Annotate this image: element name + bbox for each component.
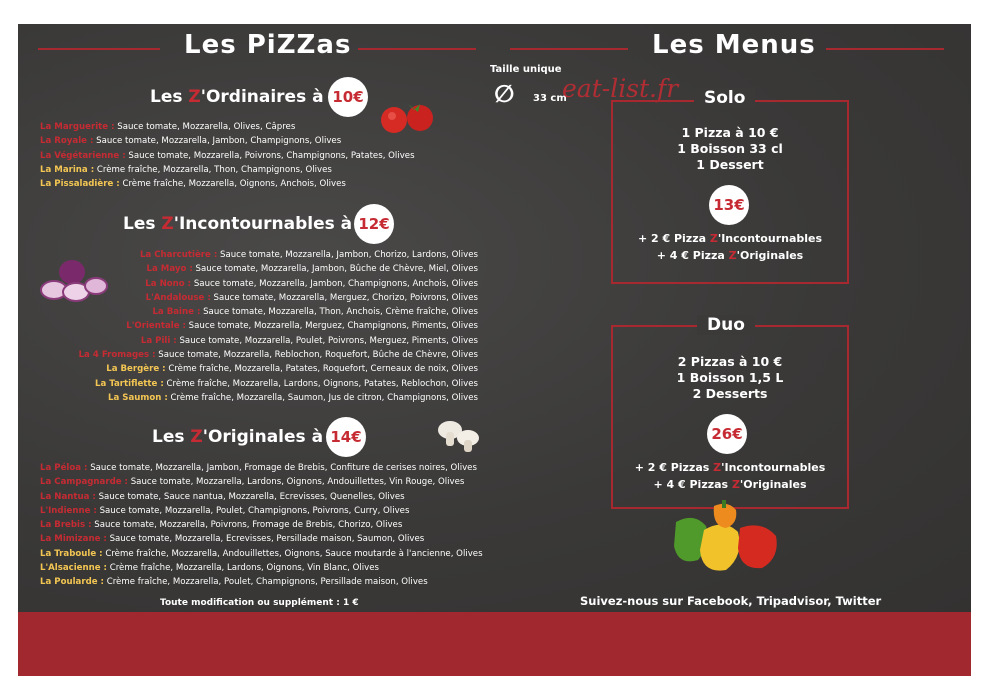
pizza-ingredients: Crème fraîche, Mozzarella, Andouillettes, Oignons, Sauce moutarde à l'ancienne, Olives bbox=[102, 548, 483, 559]
pizza-name: La Mayo : bbox=[146, 264, 193, 275]
pizza-name: La Marguerite : bbox=[40, 122, 115, 132]
menus-rule-right bbox=[826, 48, 944, 50]
pizza-name: La Nono : bbox=[145, 278, 192, 289]
pizza-name: La Poularde : bbox=[40, 577, 104, 588]
pizza-ingredients: Crème fraîche, Mozzarella, Saumon, Jus de citron, Champignons, Olives bbox=[167, 392, 478, 403]
solo-title: Solo bbox=[694, 88, 755, 108]
pizza-ingredients: Crème fraîche, Mozzarella, Thon, Champignons, Olives bbox=[94, 164, 332, 175]
social-follow-text: Suivez-nous sur Facebook, Tripadvisor, Twitter bbox=[580, 594, 882, 608]
menu-item bbox=[40, 319, 478, 333]
pizza-ingredients: Sauce tomate, Mozzarella, Jambon, Champignons, Olives bbox=[93, 136, 342, 147]
menus-rule-left bbox=[510, 48, 628, 50]
pizza-ingredients: Sauce tomate, Mozzarella, Jambon, Fromage de Brebis, Confiture de cerises noires, Olives bbox=[87, 463, 477, 473]
pizza-ingredients: Sauce tomate, Sauce nantua, Mozzarella, Ecrevisses, Quenelles, Olives bbox=[95, 491, 405, 502]
duo-line: 1 Boisson 1,5 L bbox=[676, 370, 784, 385]
pizza-ingredients: Crème fraîche, Mozzarella, Lardons, Oignons, Vin Blanc, Olives bbox=[106, 563, 380, 574]
pizza-ingredients: Crème fraîche, Mozzarella, Patates, Roquefort, Cerneaux de noix, Olives bbox=[165, 364, 478, 375]
pizza-ingredients: Sauce tomate, Mozzarella, Poivrons, Champignons, Patates, Olives bbox=[125, 150, 415, 161]
pizza-name: La Traboule : bbox=[40, 548, 103, 559]
duo-price-badge: 26€ bbox=[707, 414, 747, 454]
solo-contents bbox=[611, 125, 849, 173]
pizza-name: L'Alsacienne : bbox=[40, 563, 107, 574]
menu-item bbox=[40, 475, 483, 489]
pizza-ingredients: Sauce tomate, Mozzarella, Poulet, Champignons, Poivrons, Curry, Olives bbox=[96, 505, 410, 516]
menu-item bbox=[40, 547, 483, 561]
pizza-ingredients: Crème fraîche, Mozzarella, Oignons, Anchois, Olives bbox=[119, 179, 346, 190]
pizza-name: La Campagnarde : bbox=[40, 477, 128, 488]
menus-title: Les Menus bbox=[652, 30, 816, 60]
menu-item bbox=[40, 575, 483, 589]
pizza-ingredients: Sauce tomate, Mozzarella, Lardons, Oignons, Andouillettes, Vin Rouge, Olives bbox=[128, 477, 465, 488]
originales-price-badge: 14€ bbox=[326, 417, 366, 457]
menu-item bbox=[40, 518, 483, 532]
solo-extra: + 4 € Pizza Z'Originales bbox=[656, 249, 804, 262]
incontournables-header: Les Z'Incontournables à bbox=[123, 214, 353, 234]
originales-list bbox=[40, 461, 483, 590]
duo-extras bbox=[611, 459, 849, 493]
menu-item bbox=[40, 504, 483, 518]
duo-extra: + 2 € Pizzas Z'Incontournables bbox=[634, 461, 826, 474]
menu-item bbox=[40, 377, 478, 391]
pizza-name: La Charcutière : bbox=[139, 250, 218, 260]
size-label: Taille unique bbox=[490, 64, 562, 75]
pizza-ingredients: Crème fraîche, Mozzarella, Lardons, Oignons, Patates, Reblochon, Olives bbox=[163, 378, 478, 389]
pizza-ingredients: Sauce tomate, Mozzarella, Thon, Anchois, Crème fraîche, Olives bbox=[200, 307, 478, 318]
pizza-name: La Marina : bbox=[40, 164, 95, 175]
ordinaires-header: Les Z'Ordinaires à bbox=[150, 87, 324, 107]
menu-item bbox=[40, 461, 483, 475]
originales-header: Les Z'Originales à bbox=[152, 427, 324, 447]
pizza-name: La Tartiflette : bbox=[94, 378, 164, 389]
pizza-name: La Végétarienne : bbox=[40, 150, 126, 161]
diameter-icon: ∅ bbox=[494, 80, 515, 108]
ordinaires-price-badge: 10€ bbox=[328, 77, 368, 117]
pizza-ingredients: Sauce tomate, Mozzarella, Merguez, Champignons, Piments, Olives bbox=[185, 321, 478, 332]
menu-item bbox=[40, 348, 478, 362]
ordinaires-list bbox=[40, 120, 415, 191]
peppers-icon bbox=[666, 500, 790, 576]
pizza-name: La Péloa : bbox=[40, 463, 88, 473]
duo-extra: + 4 € Pizzas Z'Originales bbox=[653, 478, 807, 491]
bottom-band bbox=[18, 612, 971, 676]
duo-title: Duo bbox=[697, 315, 755, 335]
pizza-ingredients: Sauce tomate, Mozzarella, Olives, Câpres bbox=[114, 122, 296, 132]
pizza-ingredients: Sauce tomate, Mozzarella, Merguez, Chorizo, Poivrons, Olives bbox=[210, 292, 478, 303]
pizza-name: La Pili : bbox=[140, 335, 177, 346]
incontournables-list bbox=[40, 248, 478, 405]
pizza-name: La Brebis : bbox=[40, 520, 92, 531]
pizza-name: La Baine : bbox=[152, 307, 201, 318]
duo-line: 2 Pizzas à 10 € bbox=[677, 354, 783, 369]
pizza-name: La Bergère : bbox=[106, 364, 166, 375]
pizza-name: L'Indienne : bbox=[40, 505, 97, 516]
pizza-ingredients: Sauce tomate, Mozzarella, Ecrevisses, Persillade maison, Saumon, Olives bbox=[106, 534, 425, 545]
pizza-ingredients: Sauce tomate, Mozzarella, Jambon, Bûche de Chèvre, Miel, Olives bbox=[192, 264, 478, 275]
pizza-name: La Nantua : bbox=[40, 491, 96, 502]
pizza-ingredients: Sauce tomate, Mozzarella, Jambon, Chorizo, Lardons, Olives bbox=[217, 250, 478, 260]
duo-line: 2 Desserts bbox=[692, 386, 768, 401]
menu-item bbox=[40, 334, 478, 348]
pizzas-title: Les PiZZas bbox=[184, 30, 352, 60]
incontournables-price-badge: 12€ bbox=[354, 204, 394, 244]
pizza-name: La Royale : bbox=[40, 136, 94, 147]
menu-item bbox=[40, 149, 415, 163]
solo-extras bbox=[611, 230, 849, 264]
pizza-ingredients: Sauce tomate, Mozzarella, Jambon, Champignons, Anchois, Olives bbox=[191, 278, 478, 289]
menu-item bbox=[40, 391, 478, 405]
menu-item bbox=[40, 291, 478, 305]
menu-item bbox=[40, 362, 478, 376]
pizza-ingredients: Sauce tomate, Mozzarella, Reblochon, Roquefort, Bûche de Chèvre, Olives bbox=[155, 350, 478, 361]
pizza-name: La 4 Fromages : bbox=[78, 350, 156, 361]
menu-item bbox=[40, 177, 415, 191]
menu-item bbox=[40, 120, 415, 134]
modification-note: Toute modification ou supplément : 1 € bbox=[160, 598, 359, 608]
menu-item bbox=[40, 305, 478, 319]
solo-line: 1 Dessert bbox=[696, 157, 764, 172]
pizza-name: La Saumon : bbox=[108, 392, 168, 403]
pizza-name: L'Andalouse : bbox=[145, 292, 211, 303]
menu-item bbox=[40, 490, 483, 504]
pizza-name: La Pissaladière : bbox=[40, 179, 120, 190]
watermark: eat-list.fr bbox=[562, 74, 679, 103]
duo-contents bbox=[611, 354, 849, 402]
size-value: 33 cm bbox=[533, 93, 567, 104]
pizza-name: La Mimizane : bbox=[40, 534, 107, 545]
pizza-ingredients: Crème fraîche, Mozzarella, Poulet, Champignons, Persillade maison, Olives bbox=[103, 577, 428, 588]
solo-line: 1 Pizza à 10 € bbox=[681, 125, 779, 140]
menu-item bbox=[40, 248, 478, 262]
menu-item bbox=[40, 532, 483, 546]
menu-item bbox=[40, 163, 415, 177]
menu-item bbox=[40, 561, 483, 575]
solo-price-badge: 13€ bbox=[709, 185, 749, 225]
menu-item bbox=[40, 262, 478, 276]
pizza-ingredients: Sauce tomate, Mozzarella, Poulet, Poivrons, Merguez, Piments, Olives bbox=[176, 335, 478, 346]
mushroom-icon bbox=[434, 418, 482, 456]
solo-extra: + 2 € Pizza Z'Incontournables bbox=[637, 232, 823, 245]
title-rule-right bbox=[358, 48, 476, 50]
pizza-ingredients: Sauce tomate, Mozzarella, Poivrons, Fromage de Brebis, Chorizo, Olives bbox=[91, 520, 403, 531]
pizza-name: L'Orientale : bbox=[126, 321, 186, 332]
solo-line: 1 Boisson 33 cl bbox=[677, 141, 783, 156]
menu-item bbox=[40, 277, 478, 291]
menu-item bbox=[40, 134, 415, 148]
title-rule-left bbox=[38, 48, 160, 50]
